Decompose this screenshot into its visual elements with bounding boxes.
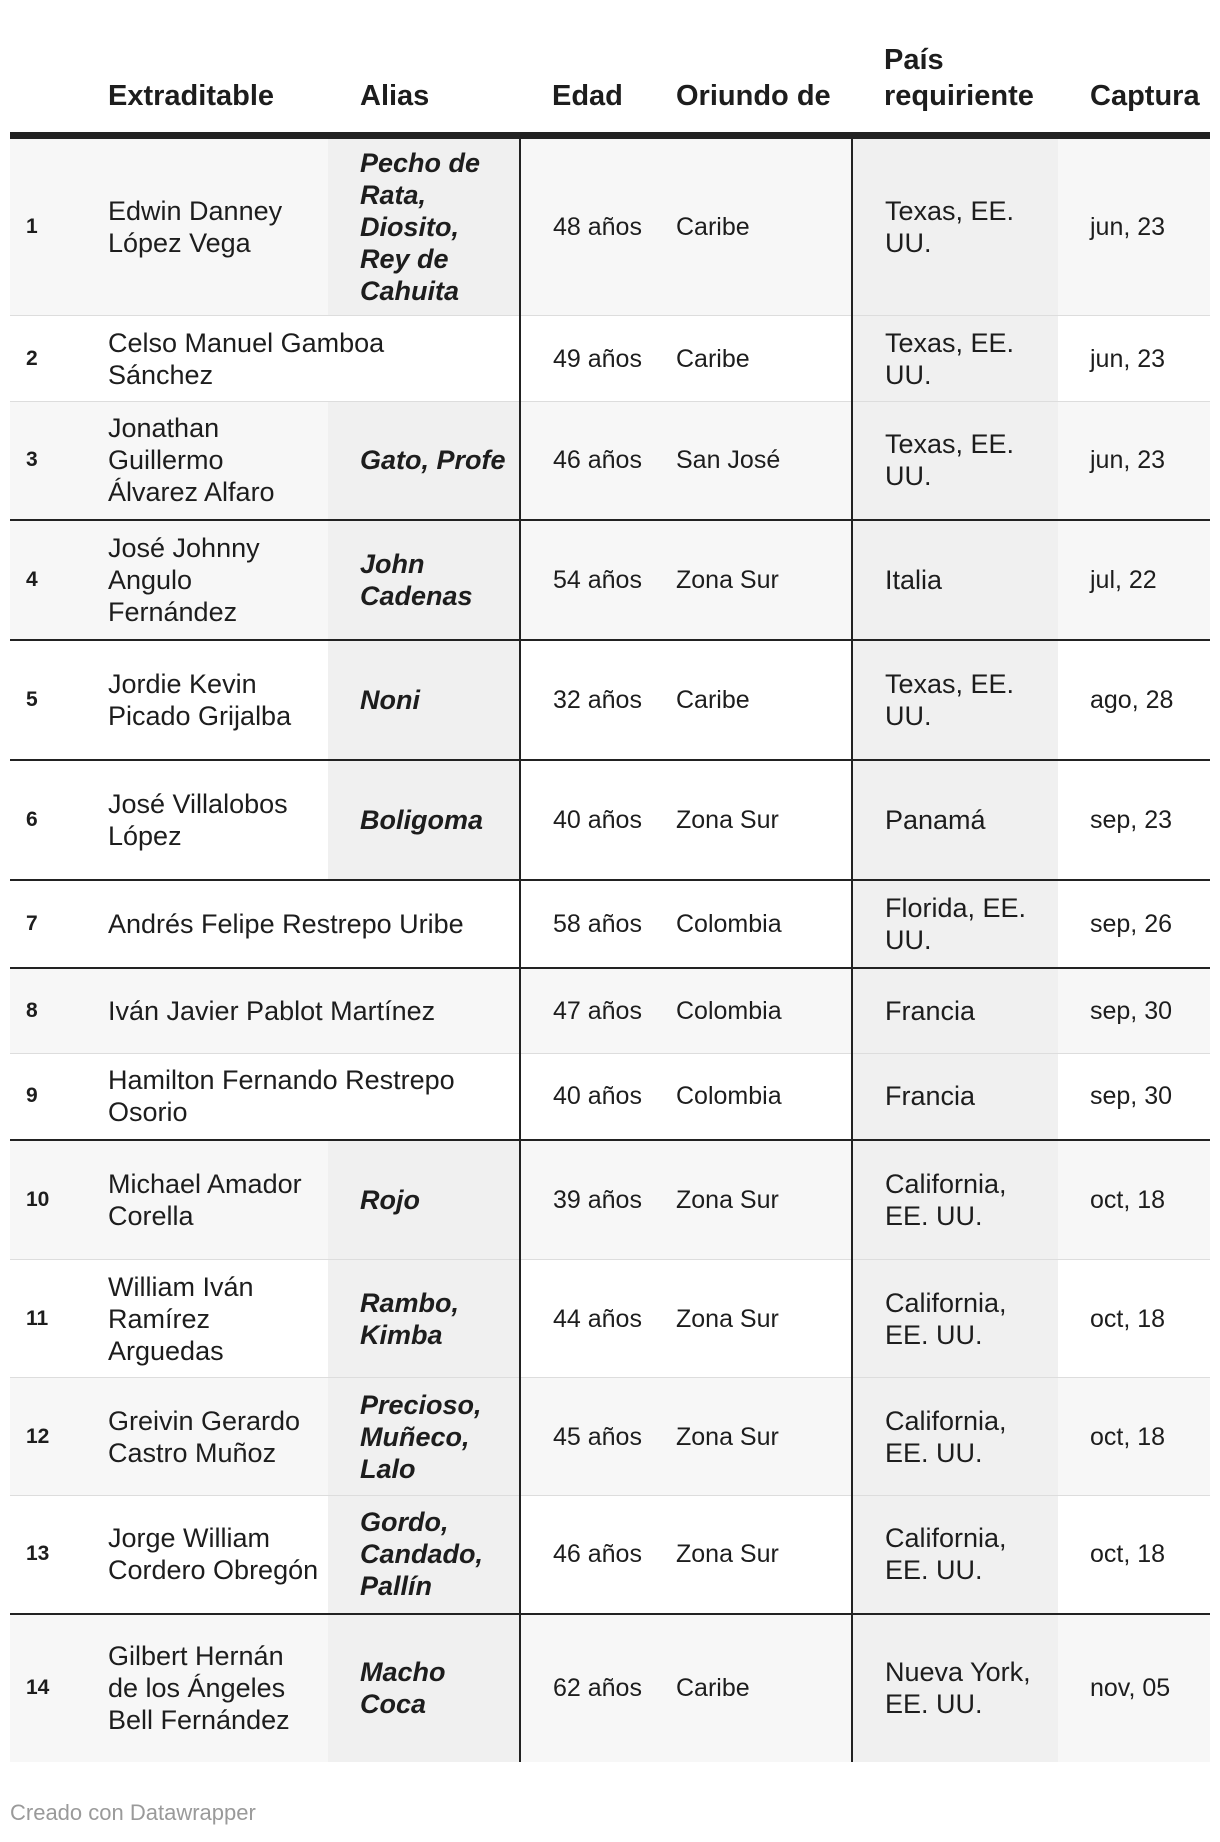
extraditable-name: Jorge William Cordero Obregón: [104, 1496, 328, 1614]
table-row: [10, 1260, 1210, 1378]
captura-cell: sep, 30: [1058, 1054, 1210, 1140]
pais-cell: Panamá: [852, 760, 1058, 880]
captura-cell: nov, 05: [1058, 1614, 1210, 1762]
origen-cell: Colombia: [668, 968, 852, 1054]
captura-cell: oct, 18: [1058, 1140, 1210, 1260]
edad-cell: 54 años: [520, 520, 668, 640]
table-row: [10, 136, 1210, 316]
table-row: [10, 402, 1210, 520]
row-number: 1: [10, 136, 104, 316]
table-row: [10, 520, 1210, 640]
table-row: [10, 880, 1210, 968]
edad-cell: 62 años: [520, 1614, 668, 1762]
pais-cell: Texas, EE. UU.: [852, 640, 1058, 760]
captura-cell: sep, 23: [1058, 760, 1210, 880]
row-number: 6: [10, 760, 104, 880]
header-pais: País requiriente: [852, 30, 1058, 136]
edad-cell: 47 años: [520, 968, 668, 1054]
origen-cell: Zona Sur: [668, 1496, 852, 1614]
alias-cell: Macho Coca: [328, 1614, 520, 1762]
row-number: 13: [10, 1496, 104, 1614]
header-edad: Edad: [520, 30, 668, 136]
row-number: 8: [10, 968, 104, 1054]
origen-cell: Zona Sur: [668, 1378, 852, 1496]
captura-cell: oct, 18: [1058, 1496, 1210, 1614]
header-extraditable: Extraditable: [104, 30, 328, 136]
origen-cell: Caribe: [668, 1614, 852, 1762]
pais-cell: California, EE. UU.: [852, 1496, 1058, 1614]
table-row: [10, 1140, 1210, 1260]
captura-cell: sep, 26: [1058, 880, 1210, 968]
edad-cell: 49 años: [520, 316, 668, 402]
table-row: [10, 968, 1210, 1054]
pais-cell: Texas, EE. UU.: [852, 136, 1058, 316]
extraditable-name: Celso Manuel Gamboa Sánchez: [104, 316, 520, 402]
pais-cell: California, EE. UU.: [852, 1260, 1058, 1378]
datawrapper-credit[interactable]: Creado con Datawrapper: [10, 1800, 256, 1825]
captura-cell: jun, 23: [1058, 402, 1210, 520]
captura-cell: oct, 18: [1058, 1378, 1210, 1496]
table-row: [10, 760, 1210, 880]
edad-cell: 40 años: [520, 1054, 668, 1140]
origen-cell: Caribe: [668, 640, 852, 760]
alias-cell: Gato, Profe: [328, 402, 520, 520]
captura-cell: jun, 23: [1058, 136, 1210, 316]
edad-cell: 46 años: [520, 1496, 668, 1614]
table-row: [10, 1496, 1210, 1614]
extraditable-name: Michael Amador Corella: [104, 1140, 328, 1260]
edad-cell: 46 años: [520, 402, 668, 520]
table-row: [10, 316, 1210, 402]
origen-cell: Colombia: [668, 1054, 852, 1140]
row-number: 11: [10, 1260, 104, 1378]
captura-cell: ago, 28: [1058, 640, 1210, 760]
extraditable-name: Gilbert Hernán de los Ángeles Bell Fernández: [104, 1614, 328, 1762]
extraditable-name: Andrés Felipe Restrepo Uribe: [104, 880, 520, 968]
alias-cell: Rambo, Kimba: [328, 1260, 520, 1378]
pais-cell: California, EE. UU.: [852, 1378, 1058, 1496]
header-captura: Captura: [1058, 30, 1210, 136]
captura-cell: sep, 30: [1058, 968, 1210, 1054]
extraditable-name: José Johnny Angulo Fernández: [104, 520, 328, 640]
edad-cell: 32 años: [520, 640, 668, 760]
alias-cell: Noni: [328, 640, 520, 760]
edad-cell: 58 años: [520, 880, 668, 968]
origen-cell: Caribe: [668, 136, 852, 316]
edad-cell: 45 años: [520, 1378, 668, 1496]
header-oriundo: Oriundo de: [668, 30, 852, 136]
pais-cell: Texas, EE. UU.: [852, 402, 1058, 520]
header-row: [10, 30, 1210, 136]
extraditable-name: William Iván Ramírez Arguedas: [104, 1260, 328, 1378]
edad-cell: 48 años: [520, 136, 668, 316]
row-number: 4: [10, 520, 104, 640]
table-row: [10, 1054, 1210, 1140]
edad-cell: 40 años: [520, 760, 668, 880]
pais-cell: Francia: [852, 1054, 1058, 1140]
origen-cell: Zona Sur: [668, 760, 852, 880]
extraditable-name: Edwin Danney López Vega: [104, 136, 328, 316]
extraditable-name: Jonathan Guillermo Álvarez Alfaro: [104, 402, 328, 520]
alias-cell: Boligoma: [328, 760, 520, 880]
pais-cell: Italia: [852, 520, 1058, 640]
extraditables-table: [10, 30, 1210, 1762]
alias-cell: Gordo, Candado, Pallín: [328, 1496, 520, 1614]
alias-cell: Rojo: [328, 1140, 520, 1260]
origen-cell: Colombia: [668, 880, 852, 968]
pais-cell: Texas, EE. UU.: [852, 316, 1058, 402]
header-num: [10, 30, 104, 136]
origen-cell: Zona Sur: [668, 1260, 852, 1378]
pais-cell: Nueva York, EE. UU.: [852, 1614, 1058, 1762]
row-number: 9: [10, 1054, 104, 1140]
row-number: 7: [10, 880, 104, 968]
extraditable-name: Hamilton Fernando Restrepo Osorio: [104, 1054, 520, 1140]
row-number: 3: [10, 402, 104, 520]
pais-cell: Francia: [852, 968, 1058, 1054]
extraditable-name: José Villalobos López: [104, 760, 328, 880]
origen-cell: Caribe: [668, 316, 852, 402]
table-row: [10, 640, 1210, 760]
row-number: 14: [10, 1614, 104, 1762]
row-number: 10: [10, 1140, 104, 1260]
edad-cell: 44 años: [520, 1260, 668, 1378]
alias-cell: John Cadenas: [328, 520, 520, 640]
row-number: 2: [10, 316, 104, 402]
edad-cell: 39 años: [520, 1140, 668, 1260]
row-number: 12: [10, 1378, 104, 1496]
captura-cell: oct, 18: [1058, 1260, 1210, 1378]
alias-cell: Precioso, Muñeco, Lalo: [328, 1378, 520, 1496]
header-alias: Alias: [328, 30, 520, 136]
alias-cell: Pecho de Rata, Diosito, Rey de Cahuita: [328, 136, 520, 316]
origen-cell: Zona Sur: [668, 520, 852, 640]
table-row: [10, 1614, 1210, 1762]
origen-cell: San José: [668, 402, 852, 520]
row-number: 5: [10, 640, 104, 760]
extraditable-name: Iván Javier Pablot Martínez: [104, 968, 520, 1054]
pais-cell: California, EE. UU.: [852, 1140, 1058, 1260]
table-row: [10, 1378, 1210, 1496]
captura-cell: jun, 23: [1058, 316, 1210, 402]
extraditable-name: Jordie Kevin Picado Grijalba: [104, 640, 328, 760]
origen-cell: Zona Sur: [668, 1140, 852, 1260]
extraditable-name: Greivin Gerardo Castro Muñoz: [104, 1378, 328, 1496]
pais-cell: Florida, EE. UU.: [852, 880, 1058, 968]
captura-cell: jul, 22: [1058, 520, 1210, 640]
